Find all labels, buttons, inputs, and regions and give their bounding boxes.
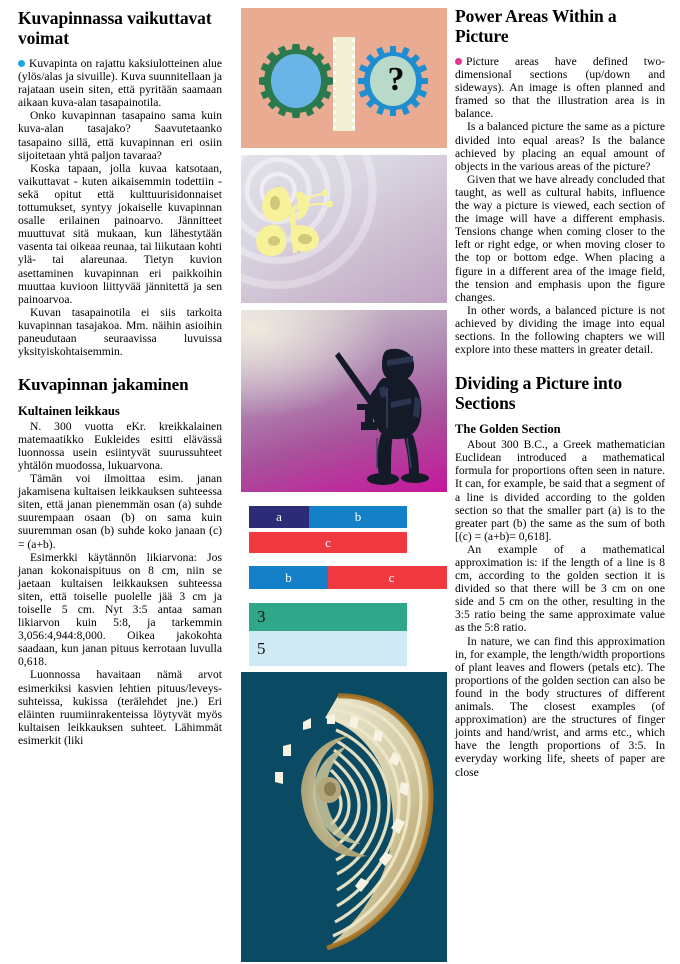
left-paragraph-5: N. 300 vuotta eKr. kreikkalainen matemaatikko Eukleides esitti elävässä luonnossa usein esiintyvät suurussuhteet yhtälön muodossa, lukuarvona. bbox=[18, 419, 222, 472]
green-ring-circle bbox=[259, 44, 333, 118]
bar-row-ab bbox=[249, 506, 407, 528]
golden-section-bars-diagram bbox=[241, 500, 447, 666]
segment-b-2: b bbox=[249, 566, 328, 589]
nautilus-svg bbox=[241, 672, 447, 962]
left-paragraph-8: Luonnossa havaitaan nämä arvot esimerkiksi kasvien lehtien pituus/leveys-suhteissa, kukissa (terälehdet jne.) Eri eläinten ruumiinrakenteissa löytyvät myös kultaisen leikkauksen suhteet. Lähimmät esimerkit (liki bbox=[18, 668, 222, 747]
left-paragraph-2: Onko kuvapinnan tasapaino sama kuin kuva-alan tasajako? Saavutetaanko tasapaino sillä, että kuvapinnan eri osiin sijoitetaan yhtä paljon tavaraa? bbox=[18, 109, 222, 162]
segment-5: 5 bbox=[257, 638, 266, 658]
right-paragraph-2: Is a balanced picture the same as a picture divided into equal areas? Is the balance achieved by placing an equal amount of objects in the various areas of the picture? bbox=[455, 120, 665, 173]
right-heading-2: Dividing a Picture into Sections bbox=[455, 373, 623, 414]
bar-row-bc bbox=[249, 566, 447, 589]
left-subheading-2: Kultainen leikkaus bbox=[18, 403, 120, 418]
segment-c-2: c bbox=[328, 566, 447, 589]
right-paragraph-6: An example of a mathematical approximation is: if the length of a line is 8 cm, according to the golden section it is divided so that there will be 3 cm on one side and 5 cm on the other, resulting in the 3:5 ratio being the same approximate value as the 5:8 ratio. bbox=[455, 542, 665, 635]
segment-3: 3 bbox=[257, 607, 266, 626]
butterfly-ripple-illustration bbox=[241, 155, 447, 303]
circles-and-bar-illustration bbox=[241, 8, 447, 148]
right-paragraph-1: Picture areas have defined two-dimensional sections (up/down and sideways). An image is often planned and framed so that the illustration area is in balance. bbox=[455, 55, 665, 121]
left-paragraph-6: Tämän voi ilmoittaa esim. janan jakamisena kultaisen leikkauksen suhteessa siten, että janan pienemmän osan (a) suhde suurempaan osaan (b) on sama kuin suuremman osan (b) suhde koko janaan (c) = (a+b). bbox=[18, 472, 222, 551]
figure-column bbox=[241, 0, 447, 964]
segment-b: b bbox=[309, 506, 407, 528]
bullet-icon bbox=[18, 60, 25, 67]
left-heading-1: Kuvapinnassa vaikuttavat voimat bbox=[18, 8, 212, 48]
bar-row-3 bbox=[249, 603, 407, 631]
spacer bbox=[455, 356, 665, 373]
segment-a: a bbox=[249, 506, 309, 528]
left-heading-2: Kuvapinnan jakaminen bbox=[18, 375, 189, 395]
right-paragraph-5: About 300 B.C., a Greek mathematician Euclidean introduced a mathematical formula for proportions often seen in nature. It can, for example, be said that a segment of a line is divided according to the golden section so that the smaller part (a) is to the greater part (b) the same as the sum of both [(c) = (a+b)= 0,618]. bbox=[455, 438, 665, 543]
nautilus-shell-photo bbox=[241, 672, 447, 962]
left-paragraph-3: Koska tapaan, jolla kuvaa katsotaan, vaikuttavat - kuten aikaisemmin todettiin - sekä opitut että kulttuurisidonnaiset tottumukset, syntyy jokaiselle kuvapinnan osalle erilainen painoarvo. Jännitteet muuttuvat sitä mukaan, kun lähestytään vasenta tai oikeaa reunaa, tai liikutaan kohti ylä- tai alareunaa. Tietyn kuvion asettaminen kuvapinnan eri paikkoihin muuttaa kuvioon liittyvää jännitettä ja sen painoarvoa. bbox=[18, 161, 222, 306]
left-text-column bbox=[18, 8, 222, 958]
left-paragraph-4: Kuvan tasapainotila ei siis tarkoita kuvapinnan tasajakoa. Mm. näihin asioihin paneudutaan seuraavissa luvuissa yksityiskohtaisemmin. bbox=[18, 305, 222, 359]
left-paragraph-7: Esimerkki käytännön likiarvona: Jos janan kokonaispituus on 8 cm, niin se jaetaan kultaisen leikkauksen suhteessa siten, että toiselle puolelle jää 3 cm ja toiselle 5 cm. Nyt 3:5 antaa saman likiarvon kuin 5:8, ja tarkemmin 3,056:4,944:8,000. Oikea jakokohta saadaan, kun janan pituus kerrotaan luvulla 0,618. bbox=[18, 550, 222, 669]
bullet-icon bbox=[455, 58, 462, 65]
bar-row-c bbox=[249, 532, 407, 553]
left-paragraph-1: Kuvapinta on rajattu kaksiulotteinen alue (ylös/alas ja sivuille). Kuva suunnitellaan ja rajataan usein siten, että pyritään saamaan aikaan kuva-alan tasapainotila. bbox=[18, 57, 222, 110]
spacer bbox=[18, 358, 222, 375]
segment-c: c bbox=[249, 532, 407, 553]
right-paragraph-7: In nature, we can find this approximation in, for example, the length/width proportions of plant leaves and flowers (petals etc). The proportions of the golden section can also be found in the body structures of different animals. The closest examples (of approximation) are the structures of finger joints and hand/wrist, and arms etc., which have the length proportions of 3:5. In everyday working life, sheets of paper are close bbox=[455, 634, 665, 779]
butterfly-icon bbox=[253, 179, 353, 265]
right-paragraph-3: Given that we have already concluded that taught, as well as cultural habits, influence the way a picture is viewed, each section of the image will have a different emphasis. Tensions change when coming closer to the left or right edge, or when moving closer to the top or bottom edge. When placing a figure in a different area of the image field, the tension and emphasis upon the figure changes. bbox=[455, 172, 665, 304]
bar-row-5 bbox=[249, 631, 407, 666]
right-heading-1: Power Areas Within a Picture bbox=[455, 6, 617, 46]
right-paragraph-4: In other words, a balanced picture is not achieved by dividing the image into equal sections. In the following chapters we will explore into these matters in greater detail. bbox=[455, 303, 665, 357]
cream-vertical-bar bbox=[333, 37, 355, 131]
right-subheading-2: The Golden Section bbox=[455, 422, 561, 437]
knight-with-sword-illustration bbox=[241, 310, 447, 492]
knight-icon bbox=[327, 342, 435, 492]
question-mark-glyph: ? bbox=[387, 61, 405, 98]
right-text-column bbox=[455, 6, 665, 958]
